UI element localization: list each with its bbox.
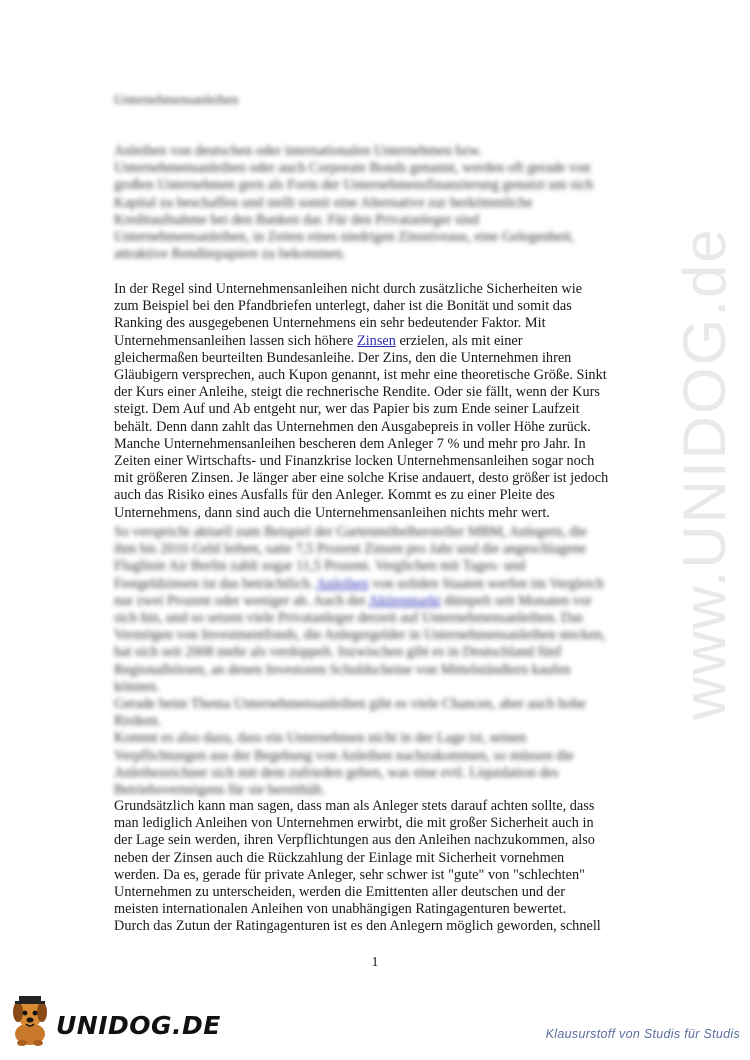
text-line: Fluglinie Air Berlin zahlt sogar 11,5 Prozent. Verglichen mit Tages- und: [114, 558, 526, 575]
text-line: auch das Risiko eines Ausfalls für den Anleger. Kommt es zu einer Pleite des: [114, 487, 555, 504]
text-line: der Lage sein werden, ihren Verpflichtungen aus den Anleihen nachzukommen, also: [114, 832, 595, 849]
text-line: Anleihen von deutschen oder internationalen Unternehmen bzw.: [114, 143, 482, 159]
text-line: Zeiten einer Wirtschafts- und Finanzkrise locken Unternehmensanleihen sogar noch: [114, 453, 595, 470]
text-line: Unternehmen zu unterscheiden, werden die Emittenten aller deutschen und der: [114, 884, 565, 901]
text-line: gleichermaßen beurteilten Bundesanleihe. Der Zins, den die Unternehmen ihren: [114, 349, 572, 366]
text-line: Anleihezeichner sich mit dem zufrieden geben, was eine evtl. Liquidation des: [114, 764, 559, 781]
text-line: mit größeren Zinsen. Je länger aber eine solche Krise andauert, desto größer ist jedoch: [114, 470, 609, 487]
anleihen-link[interactable]: Anleihen: [316, 575, 369, 592]
text-line: werden. Da es, gerade für private Anleger, sehr schwer ist "gute" von "schlechten": [114, 866, 585, 883]
text-line: behält. Denn dann zahlt das Unternehmen den Ausgabepreis in voller Höhe zurück.: [114, 418, 591, 435]
text-line: Durch das Zutun der Ratingagenturen ist es den Anlegern möglich geworden, schnell: [114, 918, 601, 935]
aktienmarkt-link[interactable]: Aktienmarkt: [368, 592, 441, 609]
text-line: Risiken.: [114, 713, 162, 730]
text-line: Unternehmensanleihen oder auch Corporate Bonds genannt, werden oft gerade von: [114, 160, 591, 177]
document-heading: Unternehmensanleihen: [114, 92, 239, 107]
text-line: Regionalbörsen, an denen Investoren Schuldscheine von Mittelständlern kaufen: [114, 661, 571, 678]
text-line: Unternehmens, dann sind auch die Unternehmensanleihen nichts mehr wert.: [114, 504, 550, 521]
text-fragment: erzielen, als mit einer: [395, 332, 523, 349]
text-line: neben der Zinsen auch die Rückzahlung der Einlage mit Sicherheit vornehmen: [114, 849, 565, 866]
text-line: Gerade beim Thema Unternehmensanleihen gibt es viele Chancen, aber auch hohe: [114, 696, 586, 713]
zinsen-link[interactable]: Zinsen: [356, 332, 396, 349]
page-number: 1: [371, 955, 379, 970]
text-line: Unternehmensanleihen, in Zeiten eines niedrigen Zinsniveaus, eine Gelegenheit,: [114, 229, 575, 246]
text-fragment: Unternehmensanleihen lassen sich höhere: [114, 332, 357, 349]
text-line: Betriebsvermögens für sie bereithält.: [114, 782, 326, 799]
text-line: sich hin, und so setzen viele Privatanleger derzeit auf Unternehmensanleihen. Das: [114, 610, 584, 627]
side-watermark: www.UNIDOG.de: [671, 227, 738, 720]
text-line: zum Beispiel bei den Pfandbriefen unterlegt, daher ist die Bonität und somit das: [114, 298, 572, 315]
text-line: Gläubigern versprechen, auch Kupon genannt, ist mehr eine theoretische Größe. Sinkt: [114, 367, 607, 384]
main-paragraph: [114, 281, 634, 522]
text-line: großen Unternehmen gern als Form der Unternehmensfinanzierung genutzt um sich: [114, 177, 594, 194]
text-line: Kommt es also dazu, dass ein Unternehmen nicht in der Lage ist, seinen: [114, 730, 527, 747]
text-line-with-link: [114, 333, 634, 350]
text-line: können.: [114, 678, 160, 695]
text-line: Ranking des ausgegebenen Unternehmens ein sehr bedeutender Faktor. Mit: [114, 315, 546, 332]
text-line-with-link: [114, 576, 634, 593]
text-fragment: nur zwei Prozent oder weniger ab. Auch der: [114, 592, 369, 609]
text-line: hat sich seit 2008 mehr als verdoppelt. Inzwischen gibt es in Deutschland fünf: [114, 644, 562, 661]
unidog-logo[interactable]: [6, 990, 221, 1048]
text-line: Kapital zu beschaffen und stellt somit eine Alternative zur herkömmliche: [114, 194, 533, 211]
blurred-paragraph: [114, 524, 634, 799]
text-line: Grundsätzlich kann man sagen, dass man als Anleger stets darauf achten sollte, dass: [114, 798, 595, 814]
text-line: meisten internationalen Anleihen von unabhängigen Ratingagenturen bewertet.: [114, 901, 567, 918]
text-fragment: von soliden Staaten werfen im Vergleich: [368, 575, 604, 592]
text-line: attraktive Renditepapiere zu bekommen.: [114, 246, 346, 263]
text-line: steigt. Dem Auf und Ab entgeht nur, wer das Papier bis zum Ende seiner Laufzeit: [114, 401, 580, 418]
closing-paragraph: [114, 798, 634, 936]
text-line: ihm bis 2016 Geld leihen, satte 7,5 Prozent Zinsen pro Jahr und die angeschlagene: [114, 541, 587, 558]
text-line-with-link: [114, 593, 634, 610]
logo-text: UNIDOG.DE: [56, 1010, 221, 1040]
text-line: So verspricht aktuell zum Beispiel der Gartenmöbelhersteller MBM, Anlegern, die: [114, 524, 587, 540]
text-line: In der Regel sind Unternehmensanleihen nicht durch zusätzliche Sicherheiten wie: [114, 281, 583, 297]
dog-mascot-icon: [6, 990, 54, 1048]
footer-tagline: Klausurstoff von Studis für Studis: [545, 1027, 740, 1041]
text-line: Kreditaufnahme bei den Banken dar. Für den Privatanleger sind: [114, 211, 479, 228]
text-fragment: Festgeldzinsen ist das beträchtlich.: [114, 575, 314, 592]
text-line: man lediglich Anleihen von Unternehmen erwirbt, die mit großer Sicherheit auch in: [114, 815, 594, 832]
text-fragment: dümpelt seit Monaten vor: [440, 592, 592, 609]
text-line: Verpflichtungen aus der Begebung von Anleihen nachzukommen, so müssen die: [114, 747, 574, 764]
intro-paragraph: [114, 143, 634, 263]
text-line: Vermögen von Investmentfonds, die Anlegergelder in Unternehmensanleihen stecken,: [114, 627, 606, 644]
text-line: der Kurs einer Anleihe, steigt die rechnerische Rendite. Oder sie fällt, wenn der Kurs: [114, 384, 600, 401]
text-line: Manche Unternehmensanleihen bescheren dem Anleger 7 % und mehr pro Jahr. In: [114, 435, 586, 452]
